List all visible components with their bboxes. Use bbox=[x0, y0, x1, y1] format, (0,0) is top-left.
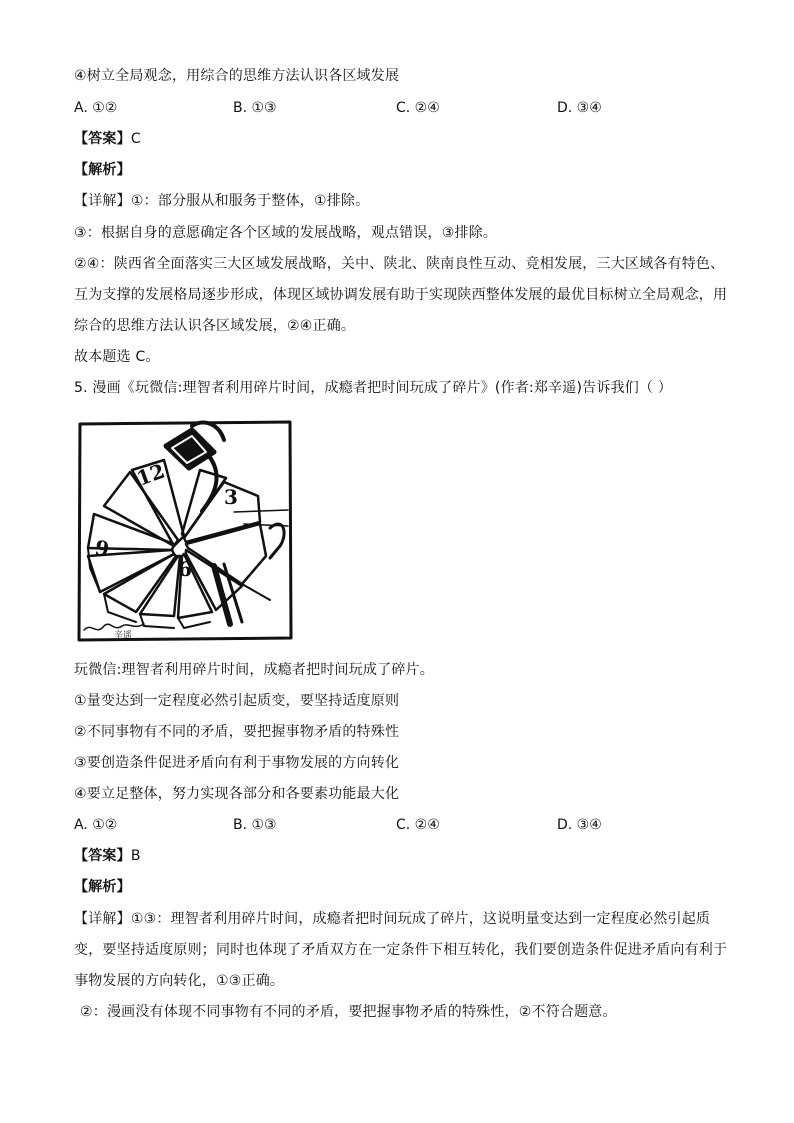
fan-slice bbox=[186, 550, 242, 610]
answer-value: B bbox=[130, 848, 141, 864]
q4-option-a: A. ①② bbox=[74, 100, 118, 116]
answer-tag: 【答案】 bbox=[74, 848, 131, 864]
answer-tag: 【答案】 bbox=[74, 131, 131, 147]
q4-detail-1: 【详解】①：部分服从和服务于整体，①排除。 bbox=[74, 193, 370, 209]
detail-tag: 【详解】 bbox=[74, 193, 131, 209]
q4-detail-3b: 互为支撑的发展格局逐步形成，体现区域协调发展有助于实现陕西整体发展的最优目标树立全局观念，用 bbox=[74, 287, 728, 303]
q5-option-d: D. ③④ bbox=[557, 817, 602, 833]
q5-option-a: A. ①② bbox=[74, 817, 118, 833]
q5-detail-1b: 变，要坚持适度原则；同时也体现了矛盾双方在一定条件下相互转化，我们要创造条件促进矛盾向有利于 bbox=[74, 942, 728, 958]
answer-value: C bbox=[130, 131, 141, 147]
q4-detail-3c: 综合的思维方法认识各区域发展，②④正确。 bbox=[74, 318, 356, 334]
signature-mark bbox=[84, 624, 144, 630]
clock-number-6: 6 bbox=[178, 557, 192, 581]
q4-detail-3a: ②④：陕西省全面落实三大区域发展战略，关中、陕北、陕南良性互动、竞相发展，三大区域各有特色、 bbox=[74, 256, 725, 272]
q5-option-b: B. ①③ bbox=[233, 817, 277, 833]
q5-detail-2: ②：漫画没有体现不同事物有不同的矛盾，要把握事物矛盾的特殊性，②不符合题意。 bbox=[80, 1004, 617, 1020]
q5-answer bbox=[74, 847, 141, 865]
cartoon-illustration bbox=[74, 416, 296, 644]
clock-number-9: 9 bbox=[93, 535, 112, 562]
q4-answer bbox=[74, 130, 141, 148]
q4-conclusion: 故本题选 C。 bbox=[74, 349, 160, 365]
detail-tag: 【详解】 bbox=[74, 911, 131, 927]
fan-slice bbox=[140, 556, 180, 616]
q5-caption: 玩微信:理智者利用碎片时间，成瘾者把时间玩成了碎片。 bbox=[74, 662, 434, 678]
q5-analysis-tag: 【解析】 bbox=[74, 879, 131, 895]
fan-slice bbox=[182, 470, 226, 538]
q5-detail-1a: 【详解】①③：理智者利用碎片时间，成瘾者把时间玩成了碎片，这说明量变达到一定程度必然引起质 bbox=[74, 911, 711, 927]
q4-option-b: B. ①③ bbox=[233, 100, 277, 116]
cartoon-signature: 辛遥 bbox=[114, 631, 133, 641]
q4-analysis-tag: 【解析】 bbox=[74, 162, 131, 178]
q4-detail-2: ③：根据自身的意愿确定各个区域的发展战略，观点错误，③排除。 bbox=[74, 225, 498, 241]
q4-option-c: C. ②④ bbox=[396, 100, 440, 116]
q5-item-1: ①量变达到一定程度必然引起质变，要坚持适度原则 bbox=[74, 693, 400, 709]
q5-item-2: ②不同事物有不同的矛盾，要把握事物矛盾的特殊性 bbox=[74, 724, 400, 740]
clock-number-12: 12 bbox=[133, 458, 168, 491]
q5-item-3: ③要创造条件促进矛盾向有利于事物发展的方向转化 bbox=[74, 755, 400, 771]
q5-option-c: C. ②④ bbox=[396, 817, 440, 833]
clock-number-3: 3 bbox=[224, 485, 238, 509]
q5-detail-1c: 事物发展的方向转化，①③正确。 bbox=[74, 973, 285, 989]
q4-item-4: ④树立全局观念，用综合的思维方法认识各区域发展 bbox=[74, 68, 400, 84]
q5-stem: 5. 漫画《玩微信:理智者利用碎片时间，成瘾者把时间玩成了碎片》(作者:郑辛遥)告诉我们（ ） bbox=[74, 380, 673, 396]
q5-item-4: ④要立足整体，努力实现各部分和各要素功能最大化 bbox=[74, 786, 400, 802]
q4-option-d: D. ③④ bbox=[557, 100, 602, 116]
